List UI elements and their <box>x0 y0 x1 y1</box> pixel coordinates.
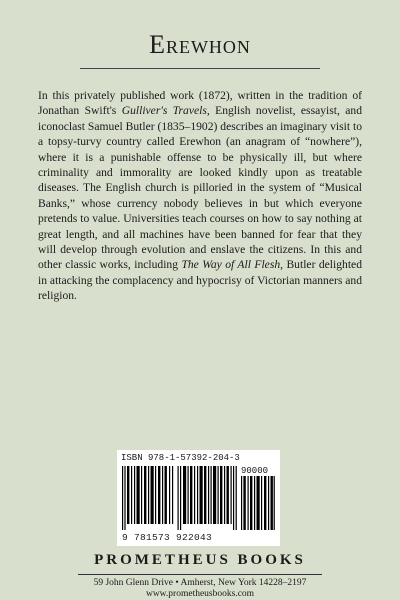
price-code: 90000 <box>241 466 269 476</box>
blurb-italic-title-1: Gulliver's Travels, <box>121 104 210 118</box>
publisher-address: 59 John Glenn Drive • Amherst, New York 14228–2197 <box>93 578 307 588</box>
blurb-italic-title-2: The Way of All Flesh, <box>181 258 284 272</box>
book-title: Erewhon <box>149 30 251 59</box>
blurb-text-3: Butler delighted in attacking the complacency and hypocrisy of Victorian manners and religion. <box>38 258 362 303</box>
barcode-label <box>117 450 280 546</box>
ean-barcode-graphic <box>122 466 237 530</box>
publisher-url: www.prometheusbooks.com <box>145 589 255 599</box>
ean-number: 9 781573 922043 <box>122 532 213 543</box>
publisher-divider <box>78 574 322 575</box>
back-cover-blurb <box>38 88 362 304</box>
isbn-text: ISBN 978-1-57392-204-3 <box>121 453 240 463</box>
price-addon-barcode-graphic <box>241 476 275 530</box>
publisher-name: PROMETHEUS BOOKS <box>94 552 306 568</box>
title-divider <box>80 68 320 69</box>
blurb-text-2: English novelist, essayist, and iconoclast Samuel Butler (1835–1902) describes an imaginary visit to a topsy-turvy country called Erewhon (an anagram of “nowhere”), where it is a punishable offense to be physically ill, but where criminality and immorality are looked kindly upon as treatable diseases. The English church is pilloried in the system of “Musical Banks,” whose currency nobody believes in but which everyone pretends to value. Universities teach courses on how to say nothing at great length, and all machines have been banned for fear that they will develop through evolution and enslave the citizens. In this and other classic works, including <box>38 104 362 272</box>
blurb-text-1: In this privately published work (1872), written in the tradition of Jonathan Swift's <box>38 89 362 118</box>
